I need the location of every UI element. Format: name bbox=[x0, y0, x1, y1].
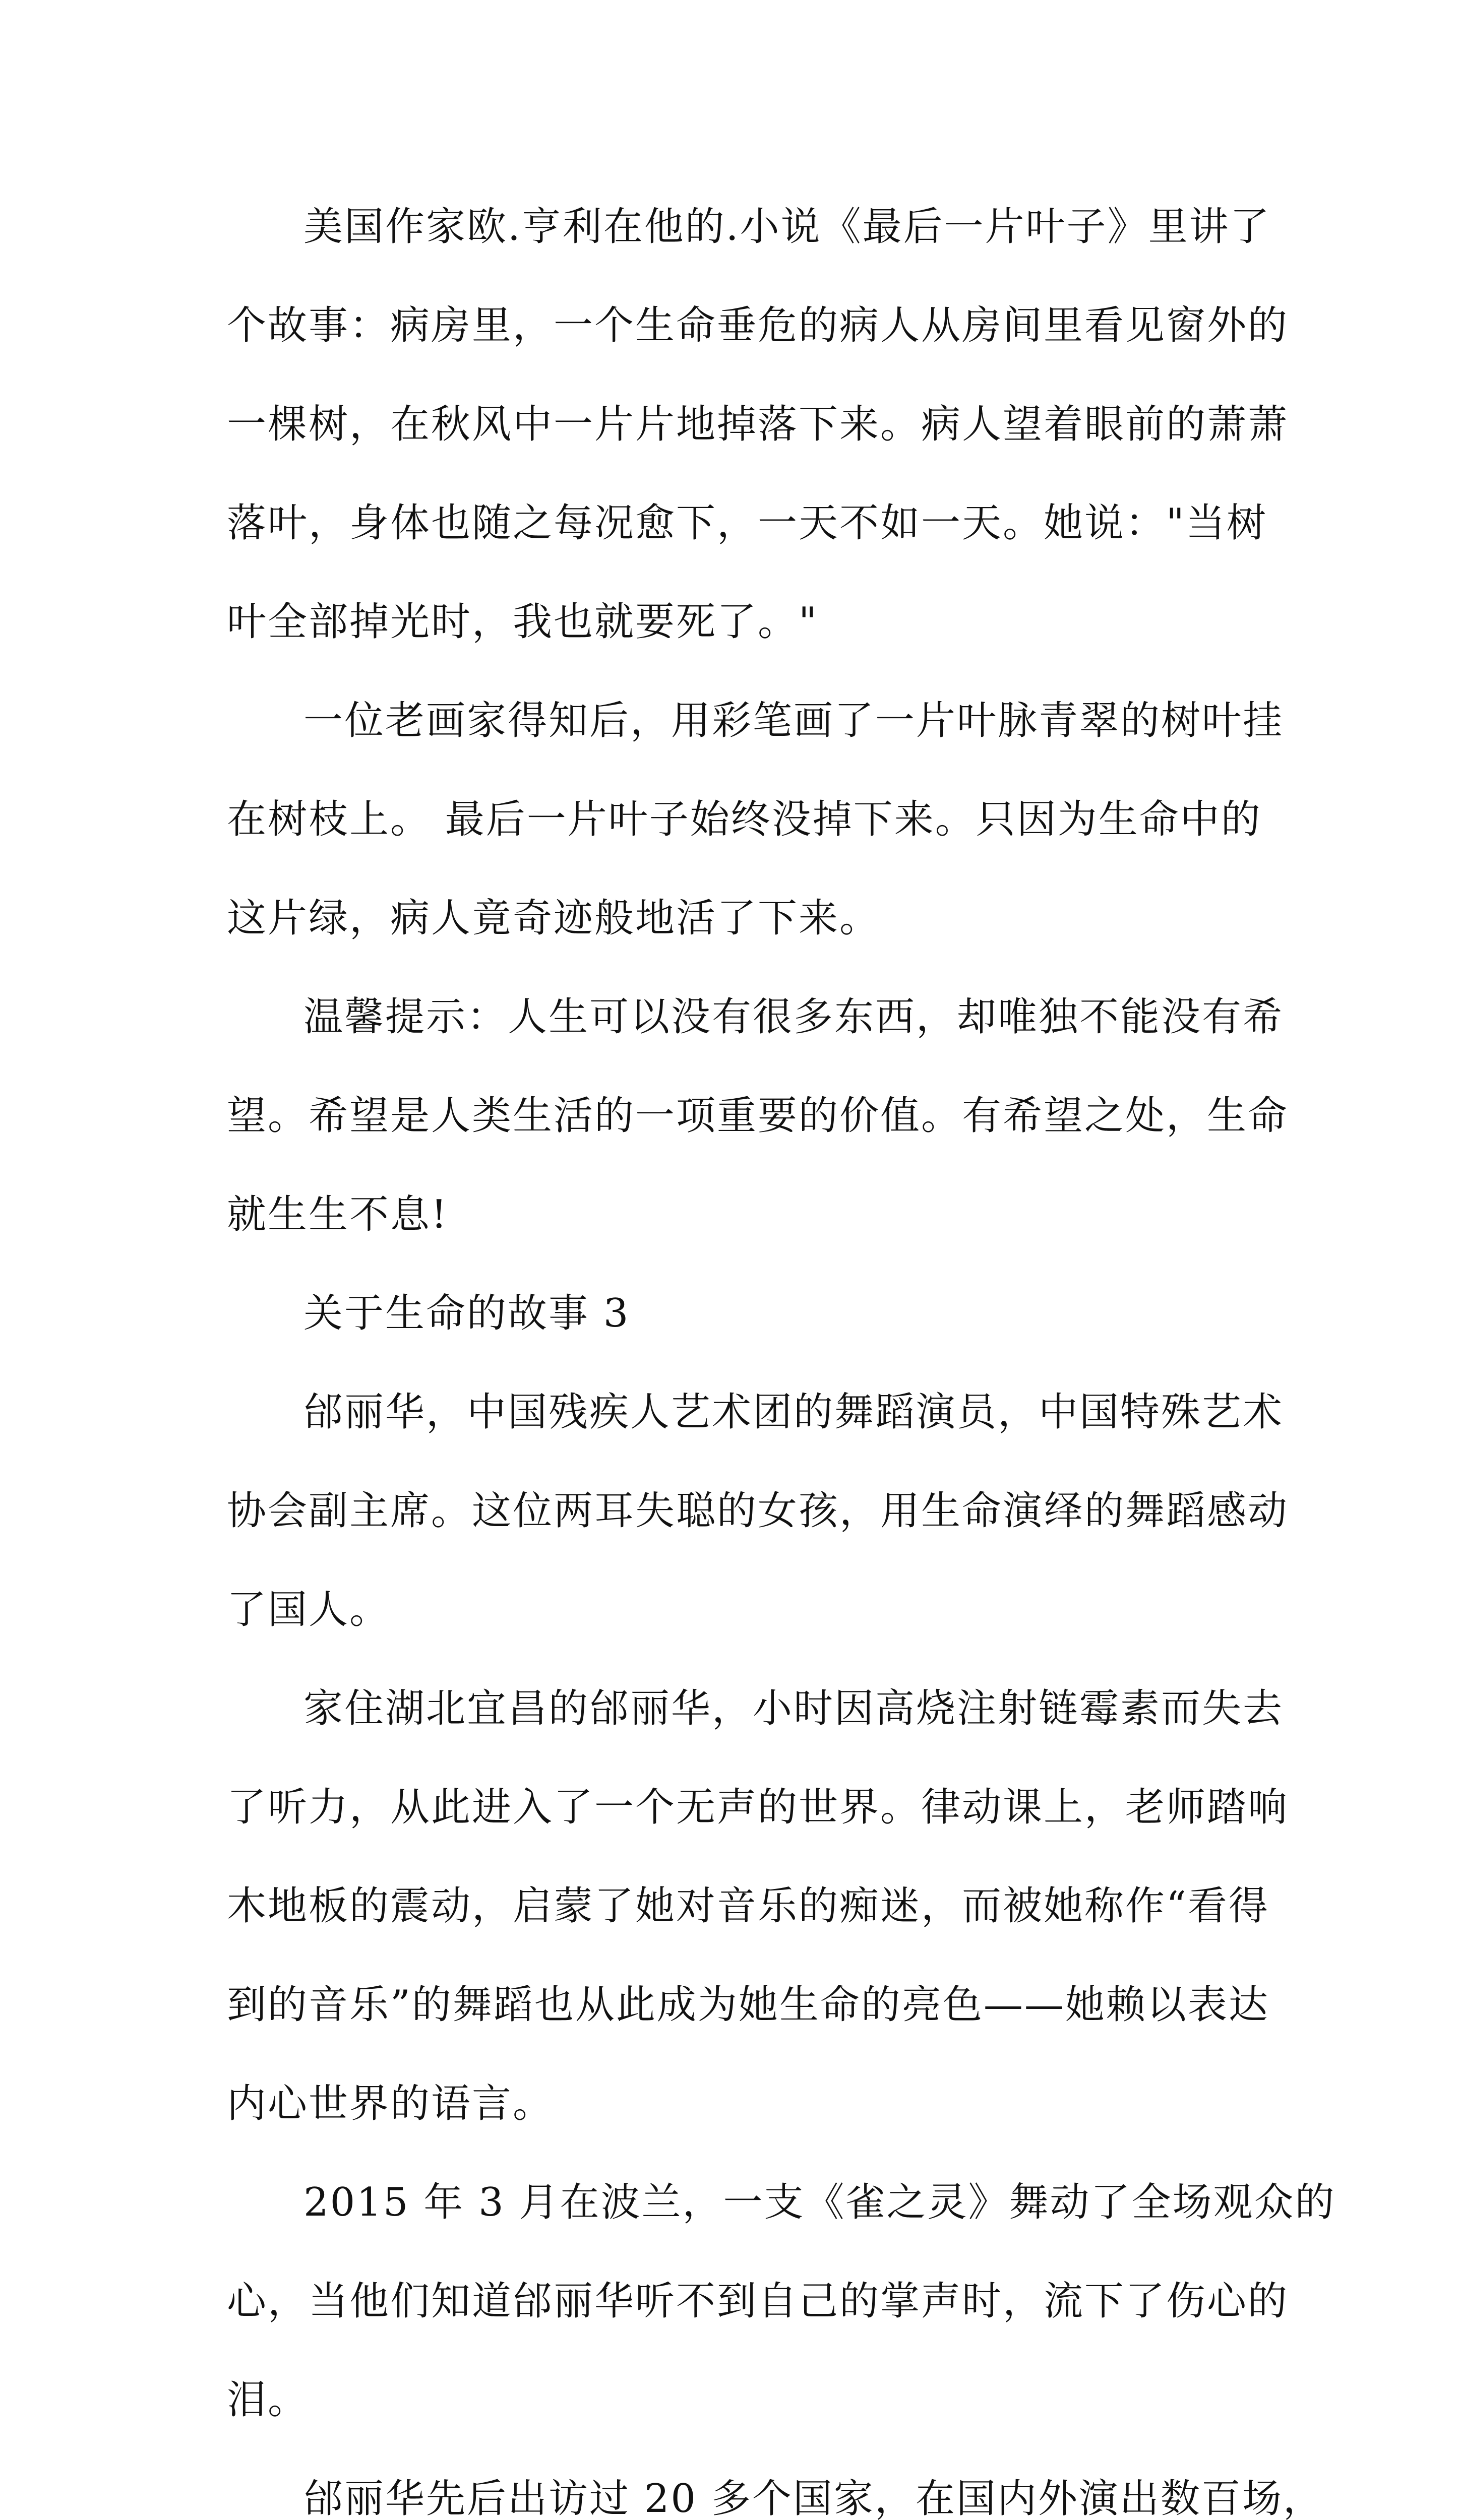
paragraph-line: 一棵树，在秋风中一片片地掉落下来。病人望着眼前的萧萧 bbox=[227, 402, 1289, 447]
paragraph-line: 邰丽华先后出访过 20 多个国家，在国内外演出数百场， bbox=[303, 2476, 1324, 2520]
paragraph-line: 泪。 bbox=[227, 2377, 309, 2423]
paragraph-line: 就生生不息! bbox=[227, 1192, 449, 1237]
paragraph-line: 了听力，从此进入了一个无声的世界。律动课上，老师踏响 bbox=[227, 1785, 1289, 1830]
paragraph-line: 内心世界的语言。 bbox=[227, 2081, 554, 2126]
paragraph-line: 在树枝上。 最后一片叶子始终没掉下来。只因为生命中的 bbox=[227, 797, 1262, 842]
paragraph-line: 木地板的震动，启蒙了她对音乐的痴迷，而被她称作“看得 bbox=[227, 1883, 1269, 1929]
paragraph-line: 个故事：病房里，一个生命垂危的病人从房间里看见窗外的 bbox=[227, 303, 1289, 348]
paragraph-line: 协会副主席。这位两耳失聪的女孩，用生命演绎的舞蹈感动 bbox=[227, 1488, 1289, 1534]
paragraph-line: 一位老画家得知后，用彩笔画了一片叶脉青翠的树叶挂 bbox=[303, 698, 1284, 743]
paragraph-line: 温馨提示：人生可以没有很多东西，却唯独不能没有希 bbox=[303, 994, 1284, 1040]
paragraph-line: 美国作家欧.亨利在他的.小说《最后一片叶子》里讲了 bbox=[303, 204, 1271, 249]
paragraph-line: 望。希望是人类生活的一项重要的价值。有希望之处，生命 bbox=[227, 1093, 1289, 1139]
paragraph-line: 到的音乐”的舞蹈也从此成为她生命的亮色——她赖以表达 bbox=[227, 1982, 1269, 2028]
paragraph-line: 邰丽华，中国残疾人艺术团的舞蹈演员，中国特殊艺术 bbox=[303, 1390, 1284, 1435]
paragraph-line: 这片绿，病人竟奇迹般地活了下来。 bbox=[227, 896, 881, 941]
section-heading: 关于生命的故事 3 bbox=[303, 1291, 630, 1336]
paragraph-line: 心，当他们知道邰丽华听不到自己的掌声时，流下了伤心的 bbox=[227, 2279, 1289, 2324]
document-body bbox=[227, 192, 1336, 2520]
paragraph-line: 落叶，身体也随之每况愈下，一天不如一天。她说："当树 bbox=[227, 500, 1267, 546]
paragraph-line: 了国人。 bbox=[227, 1587, 391, 1632]
paragraph-line: 家住湖北宜昌的邰丽华，小时因高烧注射链霉素而失去 bbox=[303, 1686, 1284, 1731]
paragraph-line: 叶全部掉光时，我也就要死了。" bbox=[227, 599, 818, 645]
paragraph-line: 2015 年 3 月在波兰，一支《雀之灵》舞动了全场观众的 bbox=[303, 2180, 1336, 2225]
